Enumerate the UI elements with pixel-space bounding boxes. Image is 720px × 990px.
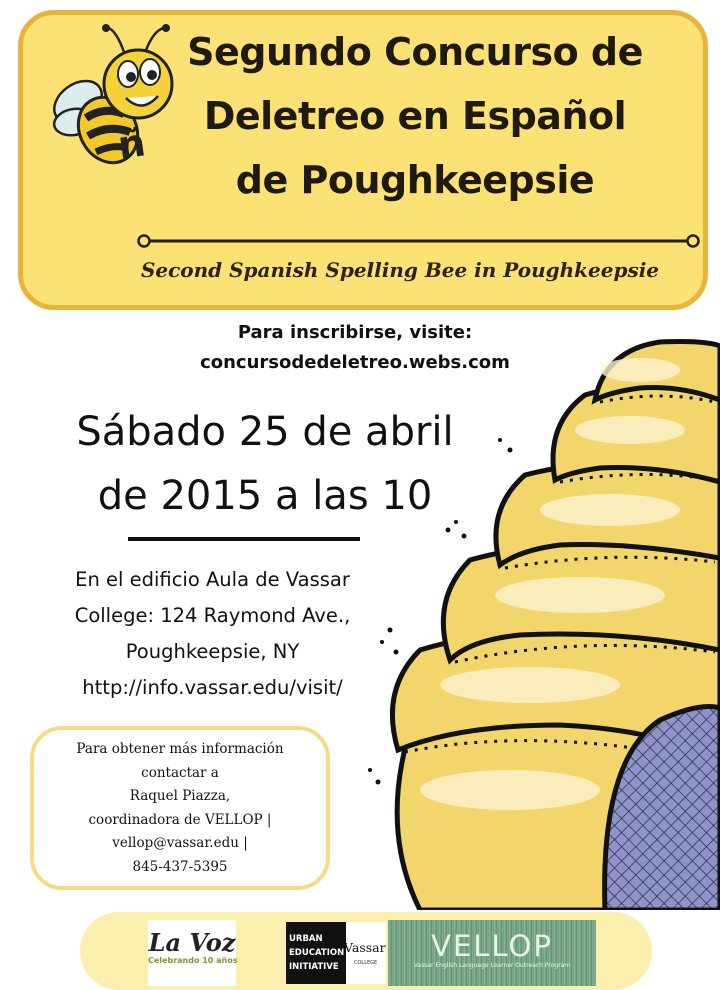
registration-url[interactable]: concursodedeletreo.webs.com [200,352,510,373]
location-line: College: 124 Raymond Ave., [74,604,351,627]
la-voz-name: La Voz [148,928,236,957]
event-date [30,400,500,528]
date-line: Sábado 25 de abril [76,409,454,455]
bee-letter: ñ [115,120,148,168]
date-line: de 2015 a las 10 [97,473,433,519]
contact-phone: 845-437-5395 [132,858,228,875]
title-line: de Poughkeepsie [235,158,595,202]
title-line: Segundo Concurso de [187,30,643,74]
vellop-tagline: Vassar English Language Learner Outreach Program [413,962,571,969]
page-title [180,20,650,212]
la-voz-logo [148,920,236,986]
vassar-name: Vassar [344,940,386,955]
urban-education-vassar-logo [286,922,386,984]
location-url[interactable]: http://info.vassar.edu/visit/ [82,676,343,699]
la-voz-tagline: Celebrando 10 años [148,956,238,965]
contact-line: Raquel Piazza, [129,788,231,804]
urban-line: INITIATIVE [289,962,339,972]
vellop-logo [388,920,596,986]
urban-line: EDUCATION [289,948,345,958]
location-line: En el edificio Aula de Vassar [75,568,350,591]
contact-email[interactable]: vellop@vassar.edu | [112,835,248,851]
registration-info [150,318,560,378]
subtitle: Second Spanish Spelling Bee in Poughkeepsie [140,258,660,282]
bee-mascot-icon [30,22,180,182]
event-location [20,562,405,706]
location-line: Poughkeepsie, NY [125,640,300,663]
urban-line: URBAN [289,934,323,944]
registration-label: Para inscribirse, visite: [237,322,473,343]
vassar-sub: COLLEGE [354,960,378,966]
contact-line: coordinadora de VELLOP | [88,811,272,828]
title-divider [136,234,701,248]
contact-line: contactar a [141,764,219,781]
vellop-name: VELLOP [431,929,553,963]
contact-line: Para obtener más información [76,741,284,757]
date-divider [128,537,360,541]
urban-education-block [286,922,346,984]
contact-box [30,726,330,890]
title-line: Deletreo en Español [203,94,627,138]
